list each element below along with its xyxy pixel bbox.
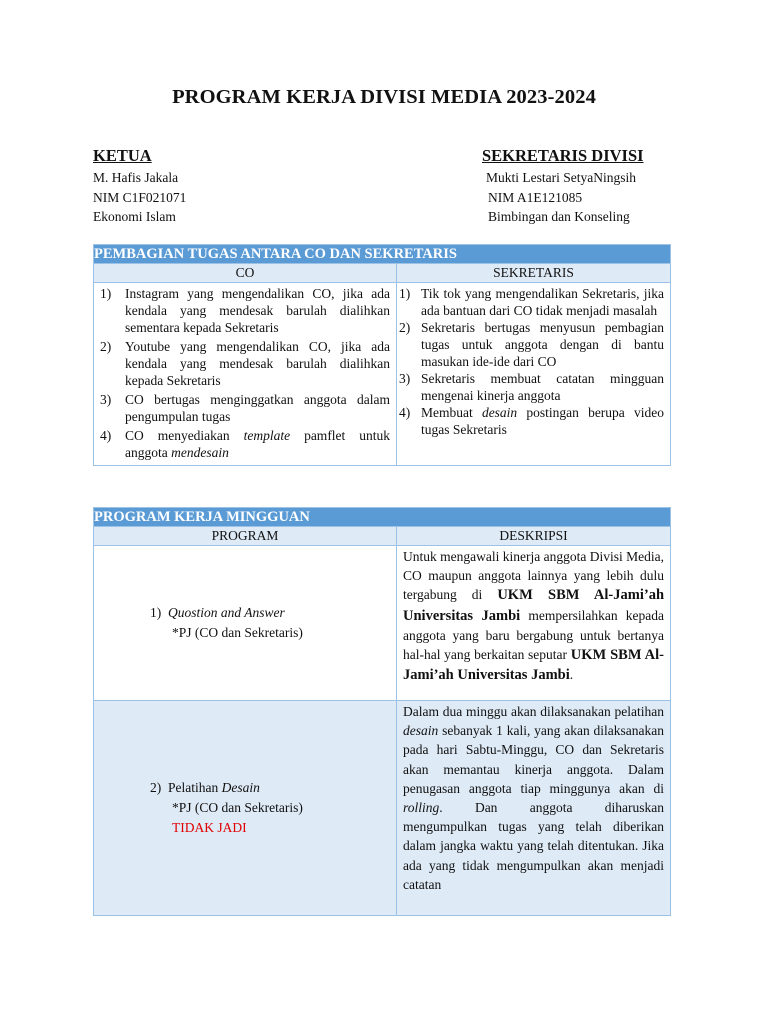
sekretaris-prodi: Bimbingan dan Konseling [488, 209, 630, 224]
ketua-prodi: Ekonomi Islam [93, 209, 176, 224]
deskripsi-cell: Untuk mengawali kinerja anggota Divisi Media, CO maupun anggota lainnya yang lebih dulu tergabung di UKM SBM Al-Jami’ah Universitas Jambi mempersilahkan kepada anggota yang baru bergabung untuk bertanya hal-hal yang berkaitan seputar UKM SBM Al-Jami’ah Universitas Jambi. [397, 546, 671, 701]
co-tasks-cell [94, 283, 397, 466]
list-item: 4) CO menyediakan template pamflet untuk anggota mendesain [100, 428, 390, 460]
mingguan-header: PROGRAM KERJA MINGGUAN [94, 508, 671, 527]
sekretaris-tasks-cell [397, 283, 671, 466]
ketua-block [93, 146, 186, 227]
program-mingguan-table [93, 507, 671, 916]
co-task-list [94, 283, 396, 465]
list-item: 4) Membuat desain postingan berupa video tugas Sekretaris [399, 405, 664, 437]
pembagian-header: PEMBAGIAN TUGAS ANTARA CO DAN SEKRETARIS [94, 245, 671, 264]
pembagian-tugas-table [93, 244, 671, 466]
program-cell: 2) Pelatihan Desain *PJ (CO dan Sekretaris) TIDAK JADI [94, 701, 397, 916]
list-item: 2) Youtube yang mengendalikan CO, jika ada kendala yang mendesak barulah dialihkan kepada Sekretaris [100, 339, 390, 388]
list-item: 1) Instagram yang mengendalikan CO, jika ada kendala yang mendesak barulah dialihkan sementara kepada Sekretaris [100, 286, 390, 335]
col-program: PROGRAM [94, 527, 397, 546]
col-deskripsi: DESKRIPSI [397, 527, 671, 546]
sekretaris-role: SEKRETARIS DIVISI [482, 146, 644, 165]
list-item: 3) CO bertugas menginggatkan anggota dalam pengumpulan tugas [100, 392, 390, 424]
program-cell: 1) Quostion and Answer *PJ (CO dan Sekretaris) [94, 546, 397, 701]
ketua-name: M. Hafis Jakala [93, 170, 179, 185]
program-pj: *PJ (CO dan Sekretaris) [172, 625, 303, 640]
sekretaris-name: Mukti Lestari SetyaNingsih [486, 170, 636, 185]
ketua-role: KETUA [93, 146, 152, 165]
list-item: 2) Sekretaris bertugas menyusun pembagian tugas untuk anggota dengan di bantu masukan ide-ide dari CO [399, 320, 664, 369]
status-badge: TIDAK JADI [172, 820, 247, 835]
col-sekretaris: SEKRETARIS [397, 264, 671, 283]
table-row [94, 546, 671, 701]
sekretaris-nim: NIM A1E121085 [488, 189, 583, 205]
sekretaris-task-list [397, 283, 670, 440]
sekretaris-block [482, 146, 644, 227]
list-item: 1) Tik tok yang mengendalikan Sekretaris, jika ada bantuan dari CO tidak menjadi masalah [399, 286, 664, 318]
deskripsi-cell: Dalam dua minggu akan dilaksanakan pelatihan desain sebanyak 1 kali, yang akan dilaksanakan pada hari Sabtu-Minggu, CO dan Sekretaris akan memantau kinerja anggota. Dalam penugasan anggota tiap minggunya akan di rolling. Dan anggota diharuskan mengumpulkan tugas yang telah diberikan dalam jangka waktu yang telah ditentukan. Jika ada yang tidak mengumpulkan akan menjadi catatan [397, 701, 671, 916]
ketua-nim: NIM C1F021071 [93, 189, 187, 205]
list-item: 3) Sekretaris membuat catatan mingguan mengenai kinerja anggota [399, 371, 664, 403]
program-name: Quostion and Answer [168, 605, 285, 620]
table-row [94, 701, 671, 916]
col-co: CO [94, 264, 397, 283]
document-title: PROGRAM KERJA DIVISI MEDIA 2023-2024 [172, 86, 596, 108]
program-pj: *PJ (CO dan Sekretaris) [172, 800, 303, 815]
